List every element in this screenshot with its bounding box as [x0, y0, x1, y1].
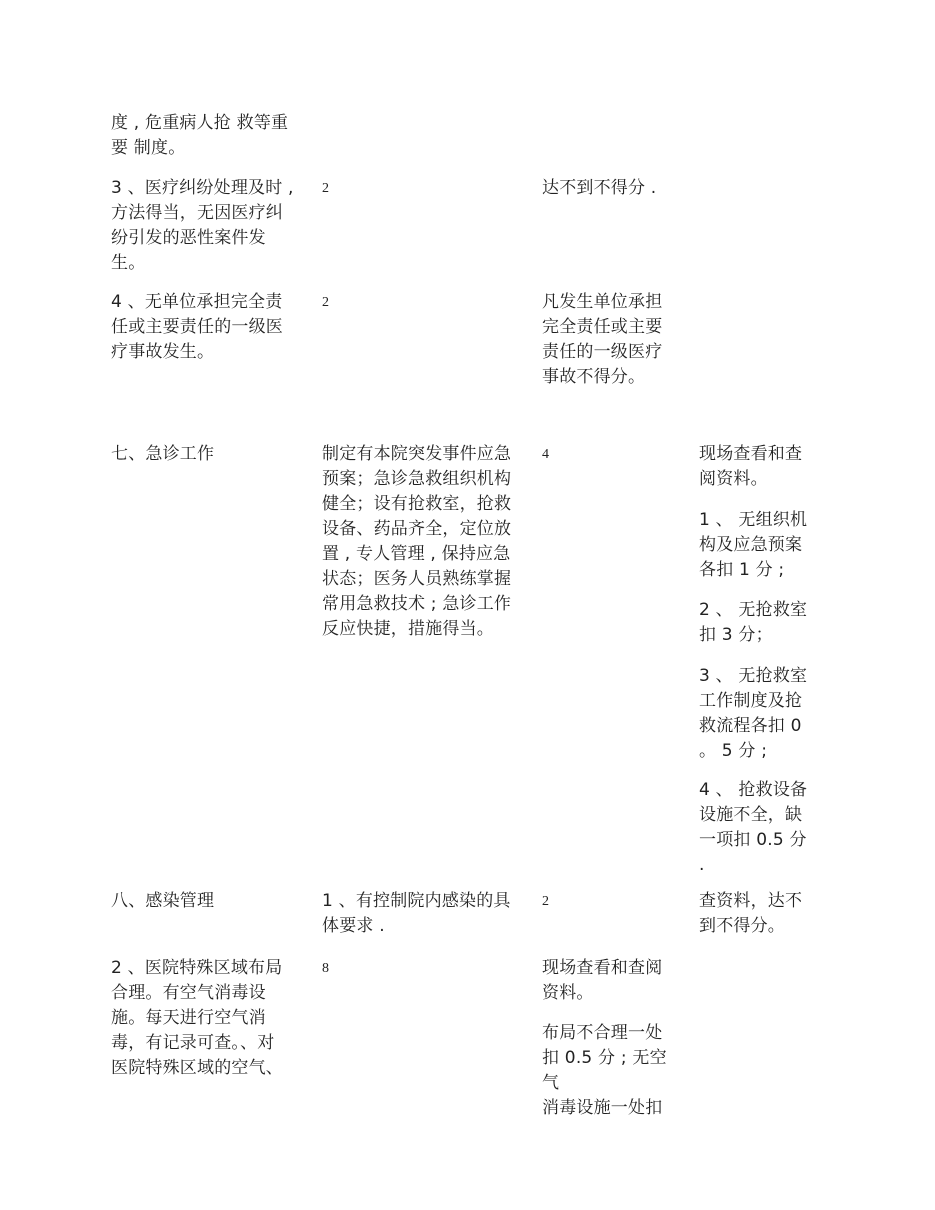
emergency-deduction-4: 4 、 抢救设备 设施不全，缺 一项扣 0.5 分 . — [699, 780, 808, 875]
emergency-score: 4 — [542, 447, 550, 462]
infection-deduction-2: 布局不合理一处 扣 0.5 分 ; 无空气 消毒设施一处扣 — [542, 1023, 667, 1118]
emergency-deduction-1: 1 、 无组织机 构及应急预案 各扣 1 分 ; — [699, 510, 808, 580]
infection-method-1: 查资料，达不 到不得分。 — [699, 891, 803, 936]
emergency-method: 现场查看和查 阅资料。 — [699, 444, 803, 489]
emergency-deduction-3: 3 、 无抢救室 工作制度及抢 救流程各扣 0 。 5 分 ; — [699, 666, 808, 761]
row-3-score: 2 — [322, 295, 330, 310]
section-emergency-title: 七、急诊工作 — [111, 444, 215, 464]
row-3-scoring-rule: 凡发生单位承担 完全责任或主要 责任的一级医疗 事故不得分。 — [542, 292, 663, 387]
infection-score-2: 8 — [322, 961, 330, 976]
row-2-score: 2 — [322, 181, 330, 196]
infection-standard-1: 1 、有控制院内感染的具 体要求 . — [322, 891, 511, 936]
section-infection-title: 八、感染管理 — [111, 891, 215, 911]
emergency-deduction-2: 2 、 无抢救室 扣 3 分； — [699, 600, 808, 645]
row-3-item-text: 4 、无单位承担完全责 任或主要责任的一级医 疗事故发生。 — [111, 292, 283, 362]
row-1-item-text: 度 , 危重病人抢 救等重 要 制度。 — [111, 113, 289, 158]
infection-score-1: 2 — [542, 894, 550, 909]
row-2-item-text: 3 、医疗纠纷处理及时 , 方法得当，无因医疗纠 纷引发的恶性案件发 生。 — [111, 178, 294, 273]
infection-method-2: 现场查看和查阅 资料。 — [542, 958, 663, 1003]
infection-item-2-text: 2 、医院特殊区域布局 合理。有空气消毒设 施。每天进行空气消 毒，有记录可查。、对 医院特殊区域的空气、 — [111, 958, 283, 1078]
row-2-scoring-rule: 达不到不得分 . — [542, 178, 657, 198]
emergency-standard: 制定有本院突发事件应急 预案；急诊急救组织机构 健全；设有抢救室，抢救 设备、药品齐全，定位放 置 , 专人管理 , 保持应急 状态；医务人员熟练掌握 常用急救技术 ; 急诊工作 反应快捷，措施得当。 — [322, 444, 512, 639]
